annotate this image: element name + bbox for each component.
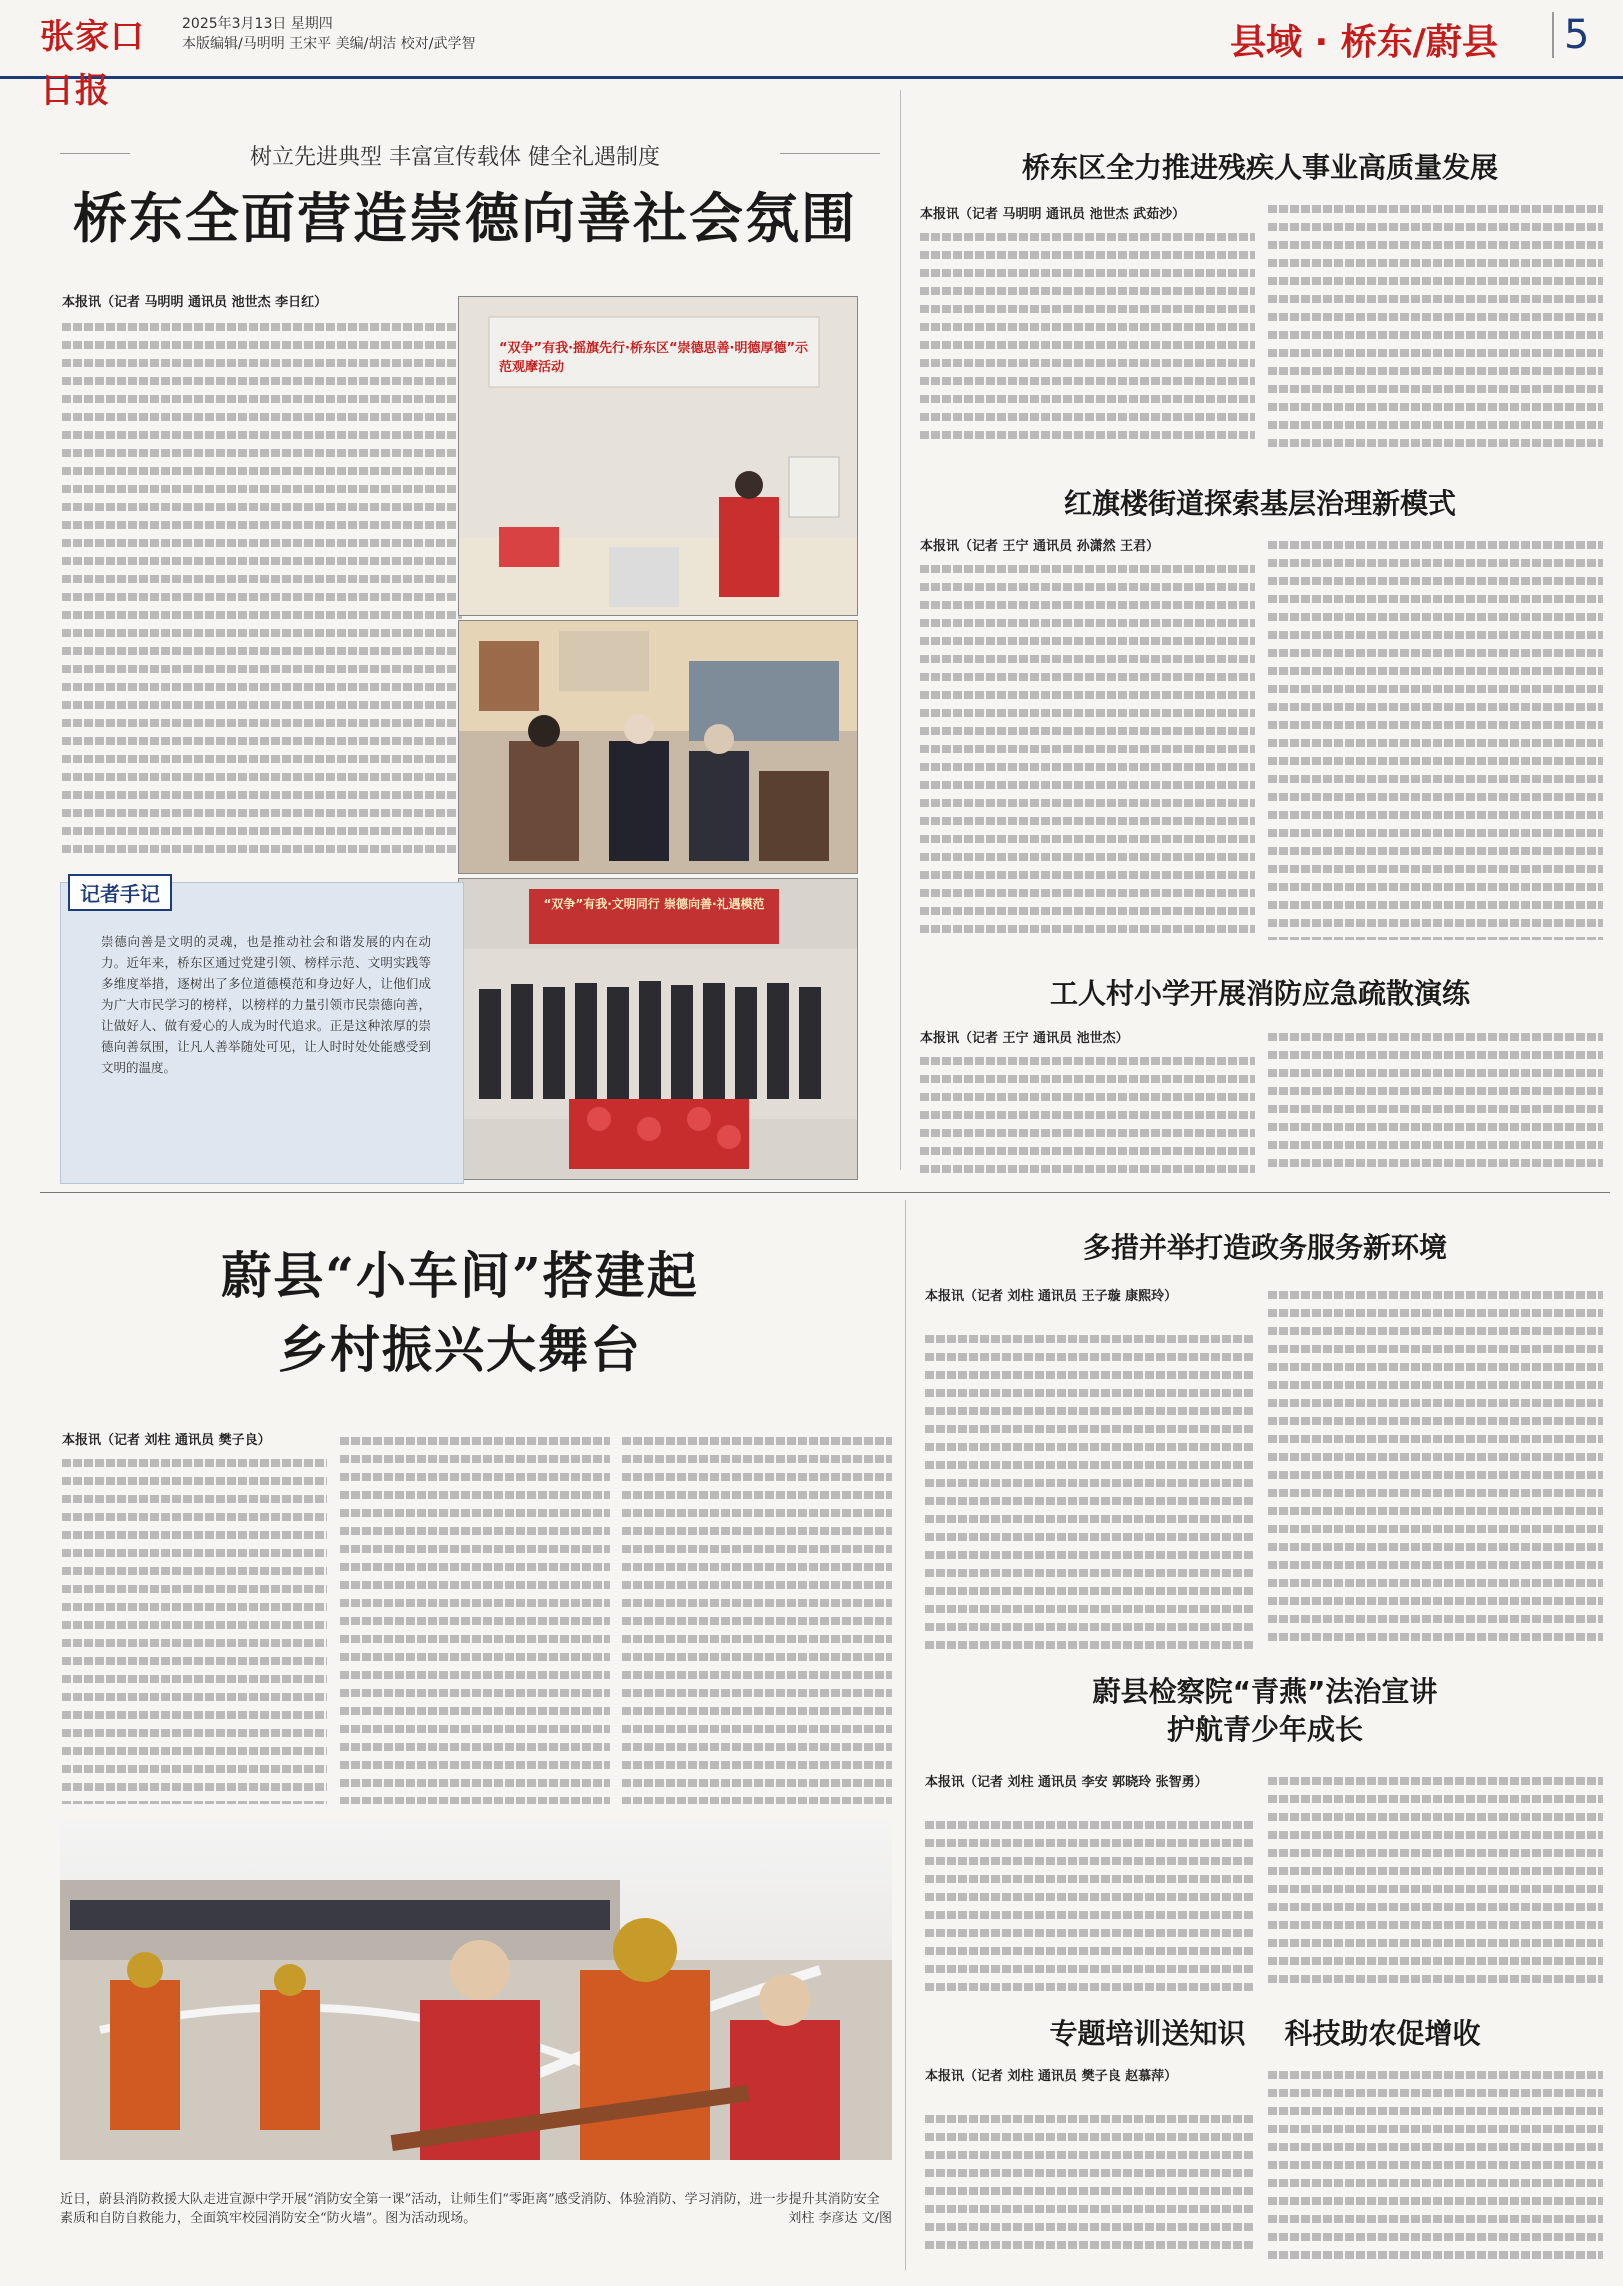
page-number: 5: [1552, 12, 1589, 58]
article8-title: 专题培训送知识 科技助农促增收: [1049, 2017, 1481, 2050]
section-name: 县域 · 桥东/蔚县: [1230, 22, 1498, 63]
fire-drill-caption: [60, 2190, 892, 2228]
article1-kicker: 树立先进典型 丰富宣传载体 健全礼遇制度: [250, 145, 660, 170]
article7-title-line1: 蔚县检察院“青燕”法治宣讲: [1092, 1675, 1438, 1708]
date-line: 2025年3月13日 星期四: [182, 16, 333, 32]
masthead: [0, 0, 1623, 111]
kicker-rule: [60, 153, 130, 154]
caption-credit: 刘柱 李彦达 文/图: [788, 2211, 892, 2226]
article4-body-col2: [1268, 1028, 1603, 1182]
article4-body-col1: [920, 1052, 1255, 1182]
article5-title-line2: 乡村振兴大舞台: [278, 1320, 642, 1379]
article8-byline: 本报讯（记者 刘柱 通讯员 樊子良 赵慕萍）: [925, 2069, 1178, 2084]
article2-body-col2: [1268, 200, 1603, 448]
article1-byline: 本报讯（记者 马明明 通讯员 池世杰 李日红）: [62, 295, 328, 310]
column-divider: [905, 1200, 906, 2270]
staff-line: 本版编辑/马明明 王宋平 美编/胡洁 校对/武学智: [182, 36, 476, 52]
article5-title-line1: 蔚县“小车间”搭建起: [221, 1246, 699, 1305]
article3-title: 红旗楼街道探索基层治理新模式: [1063, 487, 1456, 520]
article4-title: 工人村小学开展消防应急疏散演练: [1049, 977, 1470, 1010]
article7-body-col2: [1268, 1772, 1603, 2000]
article2-title: 桥东区全力推进残疾人事业高质量发展: [1021, 151, 1498, 184]
article1-title: 桥东全面营造崇德向善社会氛围: [73, 186, 857, 250]
reporter-notes-tag: 记者手记: [68, 874, 172, 911]
article6-body-col2: [1268, 1286, 1603, 1650]
reporter-notes-text: 崇德向善是文明的灵魂，也是推动社会和谐发展的内在动力。近年来，桥东区通过党建引领、榜样示范、文明实践等多维度举措，逐树出了多位道德模范和身边好人，让他们成为广大市民学习的榜样，以榜样的力量引领市民崇德向善，让做好人、做有爱心的人成为时代追求。正是这种浓厚的崇德向善氛围，让凡人善举随处可见，让人时时处处能感受到文明的温度。: [101, 934, 431, 1075]
article3-body-col1: [920, 560, 1255, 940]
article6-title: 多措并举打造政务服务新环境: [1082, 1231, 1447, 1264]
photo-banner-text: “双争”有我·文明同行 崇德向善·礼遇模范: [543, 897, 765, 911]
article1-body: [62, 318, 462, 858]
article6-byline: 本报讯（记者 刘柱 通讯员 王子璇 康熙玲）: [925, 1289, 1178, 1304]
article8-body-col1: [925, 2110, 1255, 2270]
article5-body-col3: [622, 1432, 892, 1804]
article8-body-col2: [1268, 2066, 1603, 2270]
section-divider: [40, 1192, 1610, 1193]
article7-body-col1: [925, 1816, 1255, 2000]
reporter-notes-box: [60, 882, 464, 1184]
article7-byline: 本报讯（记者 刘柱 通讯员 李安 郭晓玲 张智勇）: [925, 1775, 1208, 1790]
article2-byline: 本报讯（记者 马明明 通讯员 池世杰 武茹沙）: [920, 207, 1186, 222]
article3-byline: 本报讯（记者 王宁 通讯员 孙潇然 王君）: [920, 539, 1160, 554]
newspaper-logo: 张家口日报: [40, 17, 145, 111]
article1-photo-2: [458, 620, 858, 874]
article2-body-col1: [920, 228, 1255, 448]
photo-banner-text: “双争”有我·摇旗先行·桥东区“崇德思善·明德厚德”示范观摩活动: [499, 341, 808, 375]
article5-body-col1: [62, 1454, 327, 1804]
fire-drill-photo: [60, 1820, 892, 2230]
caption-text: 近日，蔚县消防救援大队走进宣源中学开展“消防安全第一课”活动，让师生们“零距离”感受消防、体验消防、学习消防，进一步提升其消防安全素质和自防自救能力，全面筑牢校园消防安全“防火墙”。图为活动现场。: [60, 2192, 880, 2226]
article3-body-col2: [1268, 536, 1603, 940]
article1-photo-3: [458, 878, 858, 1180]
column-divider: [900, 90, 901, 1170]
article5-body-col2: [340, 1432, 610, 1804]
article1-photo-1: [458, 296, 858, 616]
article5-byline: 本报讯（记者 刘柱 通讯员 樊子良）: [62, 1433, 271, 1448]
article6-body-col1: [925, 1330, 1255, 1650]
article4-byline: 本报讯（记者 王宁 通讯员 池世杰）: [920, 1031, 1129, 1046]
masthead-info: [182, 14, 476, 54]
kicker-rule: [780, 153, 880, 154]
article7-title-line2: 护航青少年成长: [1166, 1713, 1363, 1746]
